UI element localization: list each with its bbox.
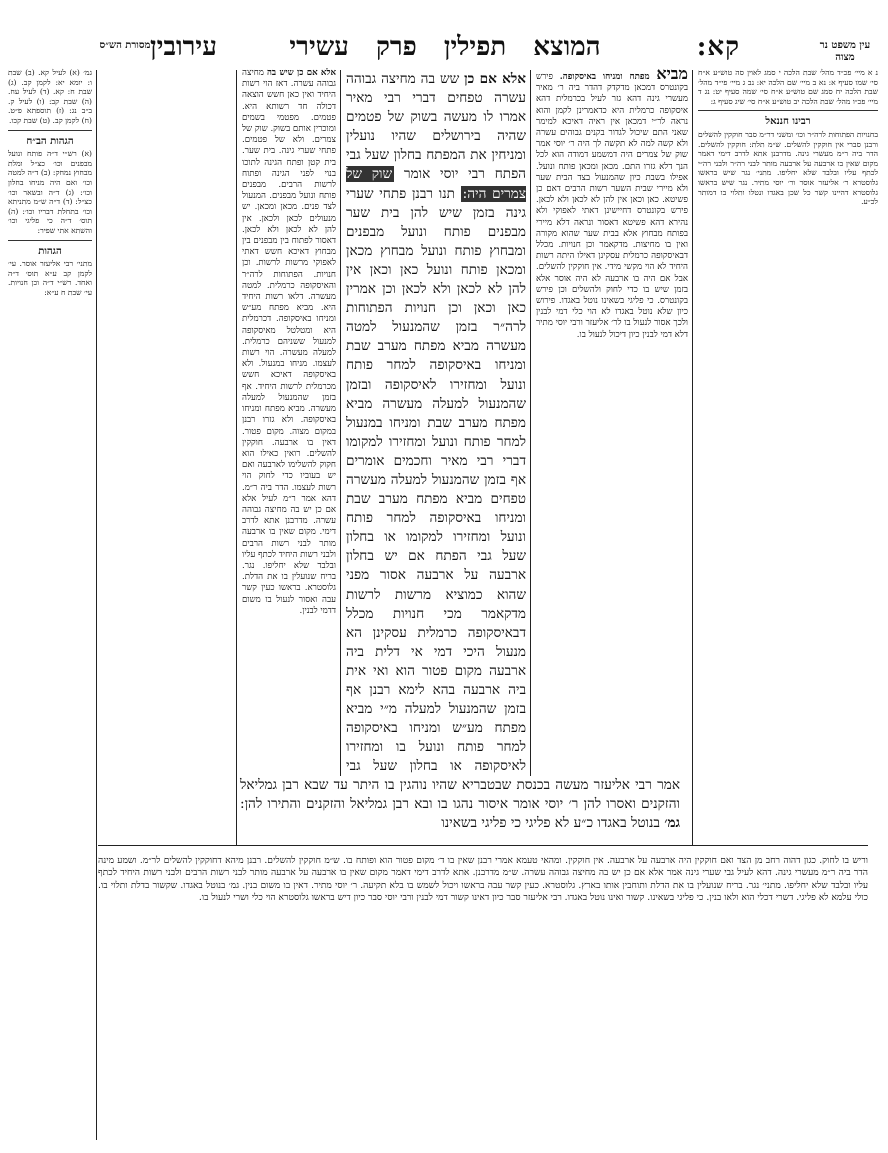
mishna-strip-text: אמר רבי אליעזר מעשה בכנסת שבטבריא שהיו נוהגין בו היתר עד שבא רבן גמליאל והזקנים ואסרו להן ר׳ יוסי אומר איסור נהגו בו ובא רבן גמליאל והזקנים והתירו להן: xyxy=(240,777,680,812)
gemara-highlight: שוק של צמרים היה: xyxy=(346,166,526,202)
tosafot-column xyxy=(536,68,688,776)
masoret-heading: מסורת הש״ס xyxy=(99,40,151,51)
column-divider xyxy=(236,70,237,845)
tosafot-text: פירש בקונטרס דמכאן מדקדק דהדר ביה ר׳ מאיר מעשרי גינה דהא גזר לעיל בכרמלית דהא איסקופה כרמלית היא כדאמרינן לקמן והוא נראה לר״י דמכאן אין ראיה דאיכא למימר שאני התם שיכול לגדור בקנים גבוהים עשרה ולא קשה למה לא תקשה לך היה ר׳ יוסי אמר שוק של צמרים היה דמשמע דמודה הוא לכל הנך דלא גזרו התם. מכאן ומכאן פותח ונועל. אפילו בשבת כיון שהמנעול בצד הבית שער ולא מיירי שבית השער רשות הרבים דאם כן פשיטא. כאן וכאן אין להן לא לכאן ולא לכאן. פירש בקונטרס דחיישינן דאתי לאפוקי ולא נהירא דהא פשיטא דאסור ונראה דלא מיירי בפותח מבחוץ אלא בבית שער שהוא מקורה ואין בו מחיצות. מדקאמר וכן חנויות. מכלל דבאיסקופה כרמלית עסקינן דאילו היתה רשות היחיד לא הוי מקשי מידי. אין חוקקין להשלים. אבל אם היה בו ארבעה לא היה אוסר אלא בזמן שיש בו כדי לחוק ולהשלים וכן פירש בקונטרס. כי פליגי בשאינו נוטל באגדו. פירוש כיון שלא נוטל באגדו לא הוי כלי דמי לבנין ולכך אסור לנעול בו לר׳ אליעזר ורבי יוסי מתיר דלא דמי לבנין כיון דיכול לנעול בו. xyxy=(536,72,688,340)
hagahot-habach-title: הגהות הב״ח xyxy=(26,135,74,147)
tractate-title: עירובין xyxy=(150,32,217,62)
tosafot-lead: מביא xyxy=(656,68,688,83)
rashi-lead: אלא אם כן שיש בה xyxy=(266,68,336,78)
rashi-text: מחיצה גבוהה עשרה. דאז הוי רשות היחיד ואין כאן חשש הוצאה דכולה חד רשותא היא. פטמים. מפטמי בשמים ומוכרין אותם בשוק. שוק של צמרים. ולא של פטמים. פתחי שערי גינה. בית שער. בית קטן ופתח הגינה לתוכו בנוי לפני הגינה ופתוח לרשות הרבים. מבפנים פותח ונועל מבפנים. המנעול לצד פנים. מכאן ומכאן. יש מנעולים לכאן ולכאן. אין להן לא לכאן ולא לכאן. דאסור לפתוח בין מבפנים בין מבחוץ דאיכא חשש דאתי לאפוקי מרשות לרשות. וכן חנויות. הפתוחות לרה״ר והאיסקופה כרמלית. למטה מעשרה. דלאו רשות היחיד היא. מביא מפתח מע״ש ומניחו באיסקופה. דכרמלית היא ומטלטל מאיסקופה למנעול ששניהם כרמלית. למעלה מעשרה. הוי רשות לעצמו. מניחו במנעול. ולא באיסקופה דאיכא חשש מכרמלית לרשות היחיד. אף בזמן שהמנעול למעלה מעשרה. מביא מפתח ומניחו באיסקופה. ולא גזרו רבנן במקום מצוה. מקום פטור. דאין בו ארבעה. חוקקין להשלים. רואין כאילו הוא חקוק להשלימו לארבעה ואם יש בעוביו כדי לחוק הוי רשות לעצמו. הדר ביה ר״מ. דהא אמר ר״מ לעיל אלא אם כן יש בה מחיצה גבוהה עשרה. מדרבנן אתא לדרב דימי. מקום שאין בו ארבעה מותר לבני רשות הרבים ולבני רשות היחיד לכתף עליו ובלבד שלא יחליפו. נגר. בריח שנועלין בו את הדלת. גלוסטרא. בראשו כעין קשר עבה ואסור לנעול בו משום דדמי לבנין. xyxy=(242,68,336,616)
column-divider xyxy=(340,70,341,776)
gemara-body-1: שש בה מחיצה גבוהה עשרה טפחים דברי רבי מאיר אמרו לו מעשה בשוק של פטמים שהיה בירושלים שהיו נועלין ומניחין את המפתח בחלון שעל גבי הפתח רבי יוסי אומר xyxy=(346,71,526,183)
gemara-label: גמ׳ xyxy=(664,815,680,831)
hagahot-habach-text: (א) רש״י ד״ה פותח ונועל מבפנים וכו׳ כצ״ל ומלת מבחוץ נמחק: (ב) ד״ה למטה וכו׳ ואם היה מניחו בחלון וכו׳: (ג) ד״ה ובשאר וכו׳ כצ״ל: (ד) ד״ה ש״מ מתניתא וכו׳ בתחלת דבריו וכו׳: (ה) תוס׳ ד״ה כי פליגי וכו׳ והשתא אתי שפיר: xyxy=(8,149,92,235)
column-divider xyxy=(530,70,531,776)
rabbeinu-chananel-text: בחנויות הפתוחות לרה״ר וכו׳ ומשני דר״מ סבר חוקקין להשלים ורבנן סברי אין חוקקין להשלים. ש״מ תלת: חוקקין להשלים. הדר ביה ר״מ מעשרי גינה. מדרבנן אתא לדרב דימי דאמר מקום שאין בו ארבעה על ארבעה מותר לבני רה״ר ולבני רה״י לכתף עליו ובלבד שלא יחליפו. מתני׳ נגר שיש בראשו גלוסטרא ר׳ אליעזר אוסר ור׳ יוסי מתיר. נגר שיש בראשו גלוסטרא דהיינו קשר כל שכן באגדו ונטלו ותלוי בו דמותר לכ״ע. xyxy=(698,129,878,207)
ein-mishpat-column xyxy=(698,68,878,843)
gilyon-title: הגהות xyxy=(38,245,62,257)
mishna-strip xyxy=(240,776,680,844)
ein-mishpat-text: נ א מיי׳ פכ״ד מהל׳ שבת הלכה י סמג לאוין סה טוש״ע א״ח סי׳ שמו סעיף א: נא ב מיי׳ שם הלכה יא: נב ג מיי׳ פי״ד מהל׳ שבת הלכה יח סמג שם טוש״ע א״ח סי׳ שמה סעיף יט: נג ד מיי׳ פכ״ו מהל׳ שבת הלכה יב טוש״ע א״ח סי׳ שיג סעיף ג: xyxy=(698,68,878,106)
gemara-strip-text: בנוטל באגדו כ״ע לא פליגי כי פליגי בשאינו xyxy=(441,815,660,831)
bottom-commentary-text: וריש בו לחוק. כגון דהוה רחב מן הצד ואם חוקקין היה ארבעה על ארבעה. אין חוקקין. ומהאי טעמא אמרי רבנן שאין בו ד׳ מקום פטור הוא ופותח בו. ש״מ חוקקין להשלים. רבנן מיהא דחוקקין להשלים לר״מ. ושמע מינה הדר ביה ר״מ מעשרי גינה. דהא לעיל גבי שערי גינה אמר אלא אם כן יש בה מחיצה גבוהה עשרה. ש״מ מדרבנן. אתא לדרב דימי דאמר מקום שאין בו ארבעה על ארבעה מותר לבני רשות הרבים ולבני רשות היחיד לכתף עליו ובלבד שלא יחליפו. מתני׳ נגר. בריח שנועלין בו את הדלת ותוחבין אותו בארץ. גלוסטרא. כעין קשר עבה בראשו ויכול לשמש בו בלא תקיעה. ר׳ יוסי מתיר. דאין בו משום בנין. גמ׳ בנוטל באגדו. שקשור בדלת ותלוי בו. כולי עלמא לא פליגי. דשרי דכלי הוא ולאו בנין. כי פליגי בשאינו. קשור ואינו נוטל באגדו. רבי אליעזר סבר כיון דאינו קשור דמי לבנין ורבי יוסי סבר כיון דיש בראשו גלוסטרא הוי כלי ושרי לנעול בו. xyxy=(98,856,868,903)
gemara-body-2: תנו רבנן פתחי שערי גינה בזמן שיש להן בית שער מבפנים פותח ונועל מבפנים ומבחוץ פותח ונועל מבחוץ מכאן ומכאן פותח ונועל כאן וכאן אין להן לא לכאן ולא לכאן וכן אמרין כאן וכאן וכן חנויות הפתוחות לרה״ר בזמן שהמנעול למטה מעשרה מביא מפתח מערב שבת ומניחו באיסקופה למחר פותח ונועל ומחזירו לאיסקופה ובזמן שהמנעול למעלה מעשרה מביא מפתח מערב שבת ומניחו במנעול למחר פותח ונועל ומחזירו למקומו דברי רבי מאיר וחכמים אומרים אף בזמן שהמנעול למעלה מעשרה טפחים מביא מפתח מערב שבת ומניחו באיסקופה למחר פותח ונועל ומחזירו למקומו או בחלון שעל גבי הפתח אם יש בחלון ארבעה על ארבעה אסור מפני שהוא כמוציא מרשות לרשות מדקאמר מכי חנויות מכלל דבאיסקופה כרמלית עסקינן הא מנעול היכי דמי אי דלית ביה ארבעה מקום פטור הוא ואי אית ביה ארבעה בהא לימא רבנן אף בזמן שהמנעול למעלה מ״י מביא מפתח מע״ש ומניחו באיסקופה למחר פותח ונועל בו ומחזירו לאיסקופה או בחלון שעל גבי xyxy=(346,185,526,775)
masoret-text: גמ׳ (א) לעיל קא. (ב) שבת ו: יומא יא: לקמן קב. (ג) שבת ח: קא. (ד) לעיל עח. (ה) שבת קב: (ו) לעיל ק. ב״ב נג: (ז) תוספתא פ״ט. (ח) לקמן קב. (ט) שבת קכו. xyxy=(8,68,92,125)
bottom-commentary xyxy=(98,846,868,1141)
column-divider xyxy=(96,70,97,1140)
tosafot-lead-rest: מפתח ומניחו באיסקופה. xyxy=(559,72,650,82)
rabbeinu-chananel-title: רבינו חננאל xyxy=(765,116,811,128)
gemara-column xyxy=(346,70,526,776)
gilyon-text: מתני׳ רבי אליעזר אוסר. עי׳ לקמן קב ע״א תוס׳ ד״ה ואחד. רש״י ד״ה וכן חנויות. עי׳ שבת ח ע״א: xyxy=(8,259,92,297)
column-divider xyxy=(692,70,693,845)
ein-mishpat-heading: עין משפט נר מצוה xyxy=(819,40,871,63)
page-header xyxy=(150,32,740,72)
gemara-lead: אלא אם כן xyxy=(464,71,526,87)
daf-number: קא: xyxy=(696,32,740,62)
chapter-title: המוצא תפילין פרק עשירי xyxy=(289,32,601,62)
masoret-column xyxy=(8,68,92,1138)
rashi-column xyxy=(242,68,336,776)
